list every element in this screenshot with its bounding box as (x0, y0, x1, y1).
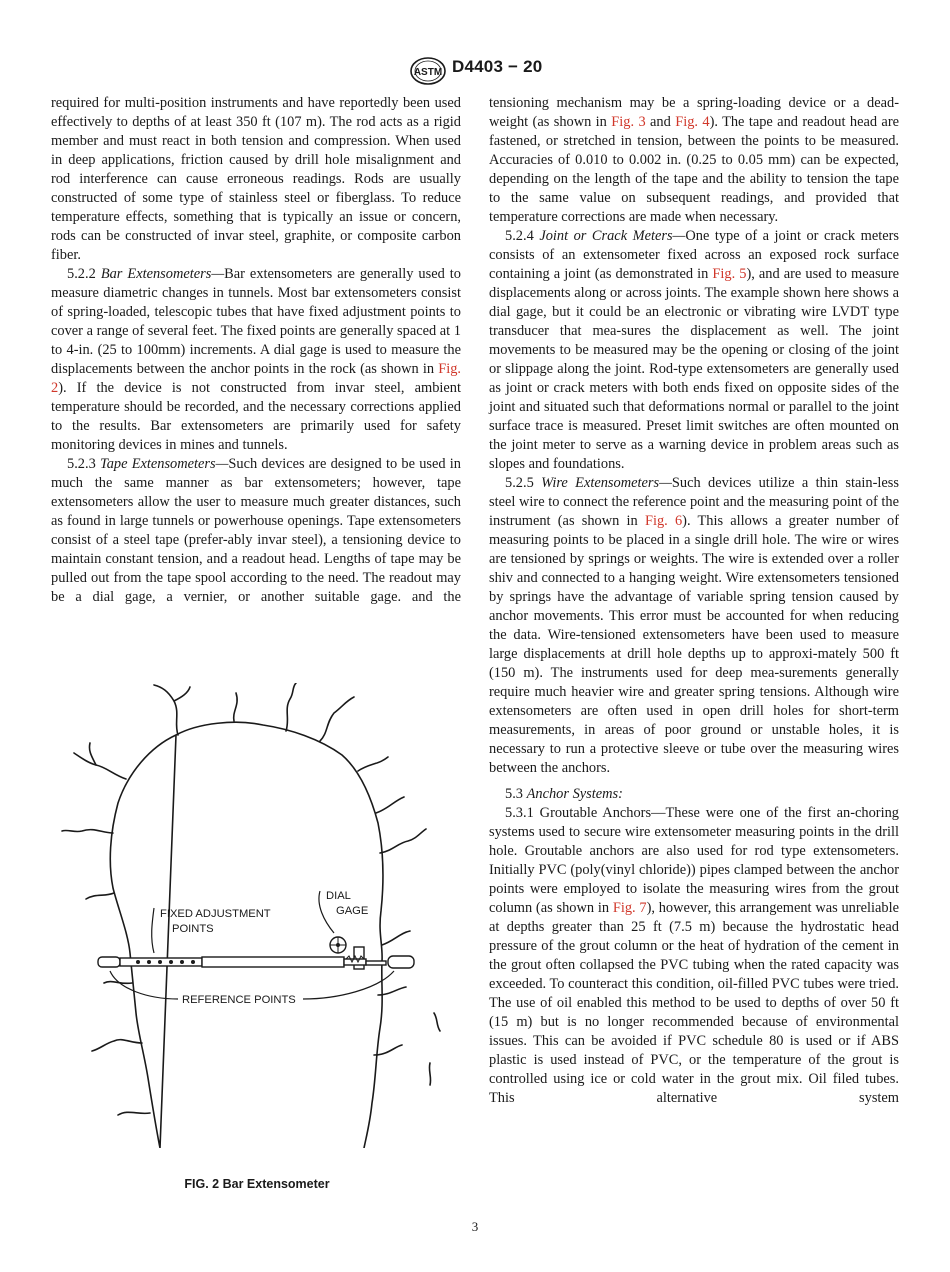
label-fixed-adjustment: FIXED ADJUSTMENT (160, 908, 271, 920)
label-dial: DIAL (326, 890, 351, 902)
astm-logo-icon (408, 56, 448, 86)
paragraph-5-2-4: 5.2.4 Joint or Crack Meters—One type of a joint or crack meters consists of an extensometer fixed across an exposed rock surface containing a joint (as demonstrated in Fig. 5), and are used to measure displacements along or across joints. The example shown here shows a dial gage, but it could be an electronic or vibrating wire LVDT type transducer that mea-sures the displacement as well. The joint movements to be measured may be the opening or closing of the joint or slippage along the joint. Rod-type extensometers are generally used as joint or crack meters with both ends fixed on opposite sides of the joint and situated such that deformations normal or parallel to the joint surface trace is measured. Preset limit switches are often mounted on the joint meter to serve as a warning device in problem areas such as slopes and foundations. (489, 228, 900, 472)
fig-5-link[interactable]: Fig. 5 (712, 266, 747, 282)
right-column (489, 94, 899, 1108)
left-column (51, 94, 461, 607)
figure-bar-extensometer (58, 683, 458, 1148)
paragraph-continued-right: tensioning mechanism may be a spring-loading device or a dead-weight (as shown in Fig. 3 and Fig. 4). The tape and readout head are fastened, or stretched in tension, between the points to be measured. Accuracies of 0.010 to 0.002 in. (0.25 to 0.05 mm) can be expected, depending on the length of the tape and the ability to tension the tape to the same value on subsequent readings, and provided that temperature corrections are made when necessary. (489, 95, 899, 225)
fig-2-link[interactable]: Fig. 2 (51, 361, 461, 396)
fig-4-link[interactable]: Fig. 4 (675, 114, 710, 130)
end-rod (366, 961, 386, 965)
paragraph-5-3-1: 5.3.1 Groutable Anchors—These were one of the first an-choring systems used to secure wire extensometer measuring points in the drill hole. Groutable anchors are also used for rod type extensometers. Initially PVC (poly(vinyl chloride)) pipes clamped between the anchor points were employed to isolate the measuring wires from the grout column (as shown in Fig. 7), however, this arrangement was unreliable at depths greater than 25 ft (7.5 m) because the hydrostatic head pressure of the grout column or the heat of hydration of the cement in the grout often collapsed the PVC tubing when the rated capacity was exceeded. To counteract this condition, oil-filled PVC tubes were tried. The use of oil enabled this method to be used to depths of over 50 ft (15 m) but is no longer recommended because of environmental issues. This can be avoided if PVC schedule 80 is used or if ABS plastic is used instead of PVC, or the temperature of the grout is controlled using ice or cold water in the grout mix. Oil filed tubes. This alternative system (489, 805, 900, 1106)
page-number: 3 (471, 1219, 479, 1234)
figure-caption: FIG. 2 Bar Extensometer (184, 1177, 330, 1191)
paragraph-5-2-5: 5.2.5 Wire Extensometers—Such devices utilize a thin stain-less steel wire to connect the reference point and the measuring point of the instrument (as shown in Fig. 6). This allows a greater number of measuring points to be placed in a single drill hole. The wire or wires are tensioned by springs or weights. The wire is extended over a roller shiv and connected to a hanging weight. Wire extensometers tensioned by springs have the advantage of variable spring tension caused by anchor movements. This error must be accounted for when reducing the data. Wire-tensioned extensometers have been used to measure large displacements at drill hole depths up to approxi-mately 500 ft (150 m). The instruments used for deep mea-surements generally require much heavier wire and greater spring tensions. Although wire extensometers are often used in open drill holes for short-term measurements, in areas of poor ground or unstable holes, it is necessary to run a protective sleeve or tube over the measuring wires between the anchors. (489, 475, 899, 776)
section-5-3-heading: 5.3 Anchor Systems: (505, 786, 623, 802)
label-gage: GAGE (336, 905, 369, 917)
bar-extensometer-diagram (58, 683, 458, 1148)
label-reference-points: REFERENCE POINTS (182, 994, 296, 1006)
reference-point-left (98, 957, 120, 967)
label-points: POINTS (172, 923, 214, 935)
reference-point-right (388, 956, 414, 968)
svg-text:ASTM: ASTM (413, 67, 443, 78)
paragraph-continued: required for multi-position instruments and have reportedly been used effectively to depths of at least 350 ft (107 m). The rod acts as a rigid member and must react in both tension and compression. When used in deep applications, friction caused by drill hole misalignment and rod interference can cause erroneous readings. Rods are usually constructed of some type of stainless steel or fiberglass. To reduce temperature effects, something that is typically an issue or concern, rods can be constructed of invar steel, graphite, or composite carbon fiber. (51, 95, 461, 263)
fig-3-link[interactable]: Fig. 3 (611, 114, 646, 130)
fig-7-link[interactable]: Fig. 7 (612, 900, 647, 916)
paragraph-5-2-2: 5.2.2 Bar Extensometers—Bar extensometers are generally used to measure diametric changes in tunnels. Most bar extensometers consist of spring-loaded, telescopic tubes that have fixed adjustment points to cover a range of several feet. The fixed points are generally spaced at 1 to 4-in. (25 to 100mm) increments. A dial gage is used to measure the displacements between the anchor points in the rock (as shown in Fig. 2). If the device is not constructed from invar steel, ambient temperature should be recorded, and the necessary corrections applied to the results. Bar extensometers are primarily used for safety monitoring devices in mines and tunnels. (51, 266, 461, 453)
spring-section (344, 959, 366, 965)
fig-6-link[interactable]: Fig. 6 (644, 513, 683, 529)
paragraph-5-2-3: 5.2.3 Tape Extensometers—Such devices are designed to be used in much the same manner as bar extensometers; however, tape extensometers allow the user to measure much greater distances, such as found in large tunnels or powerhouse openings. Tape extensometers consist of a steel tape (prefer-ably invar steel), a tensioning device to maintain constant tension, and a readout head. Lengths of tape may be pulled out from the tape spool according to the need. The readout may be a dial gage, a vernier, or another suitable gage. and the (51, 456, 461, 605)
document-number: D4403 − 20 (452, 57, 543, 76)
page-header (0, 54, 950, 86)
inner-tube (202, 957, 344, 967)
